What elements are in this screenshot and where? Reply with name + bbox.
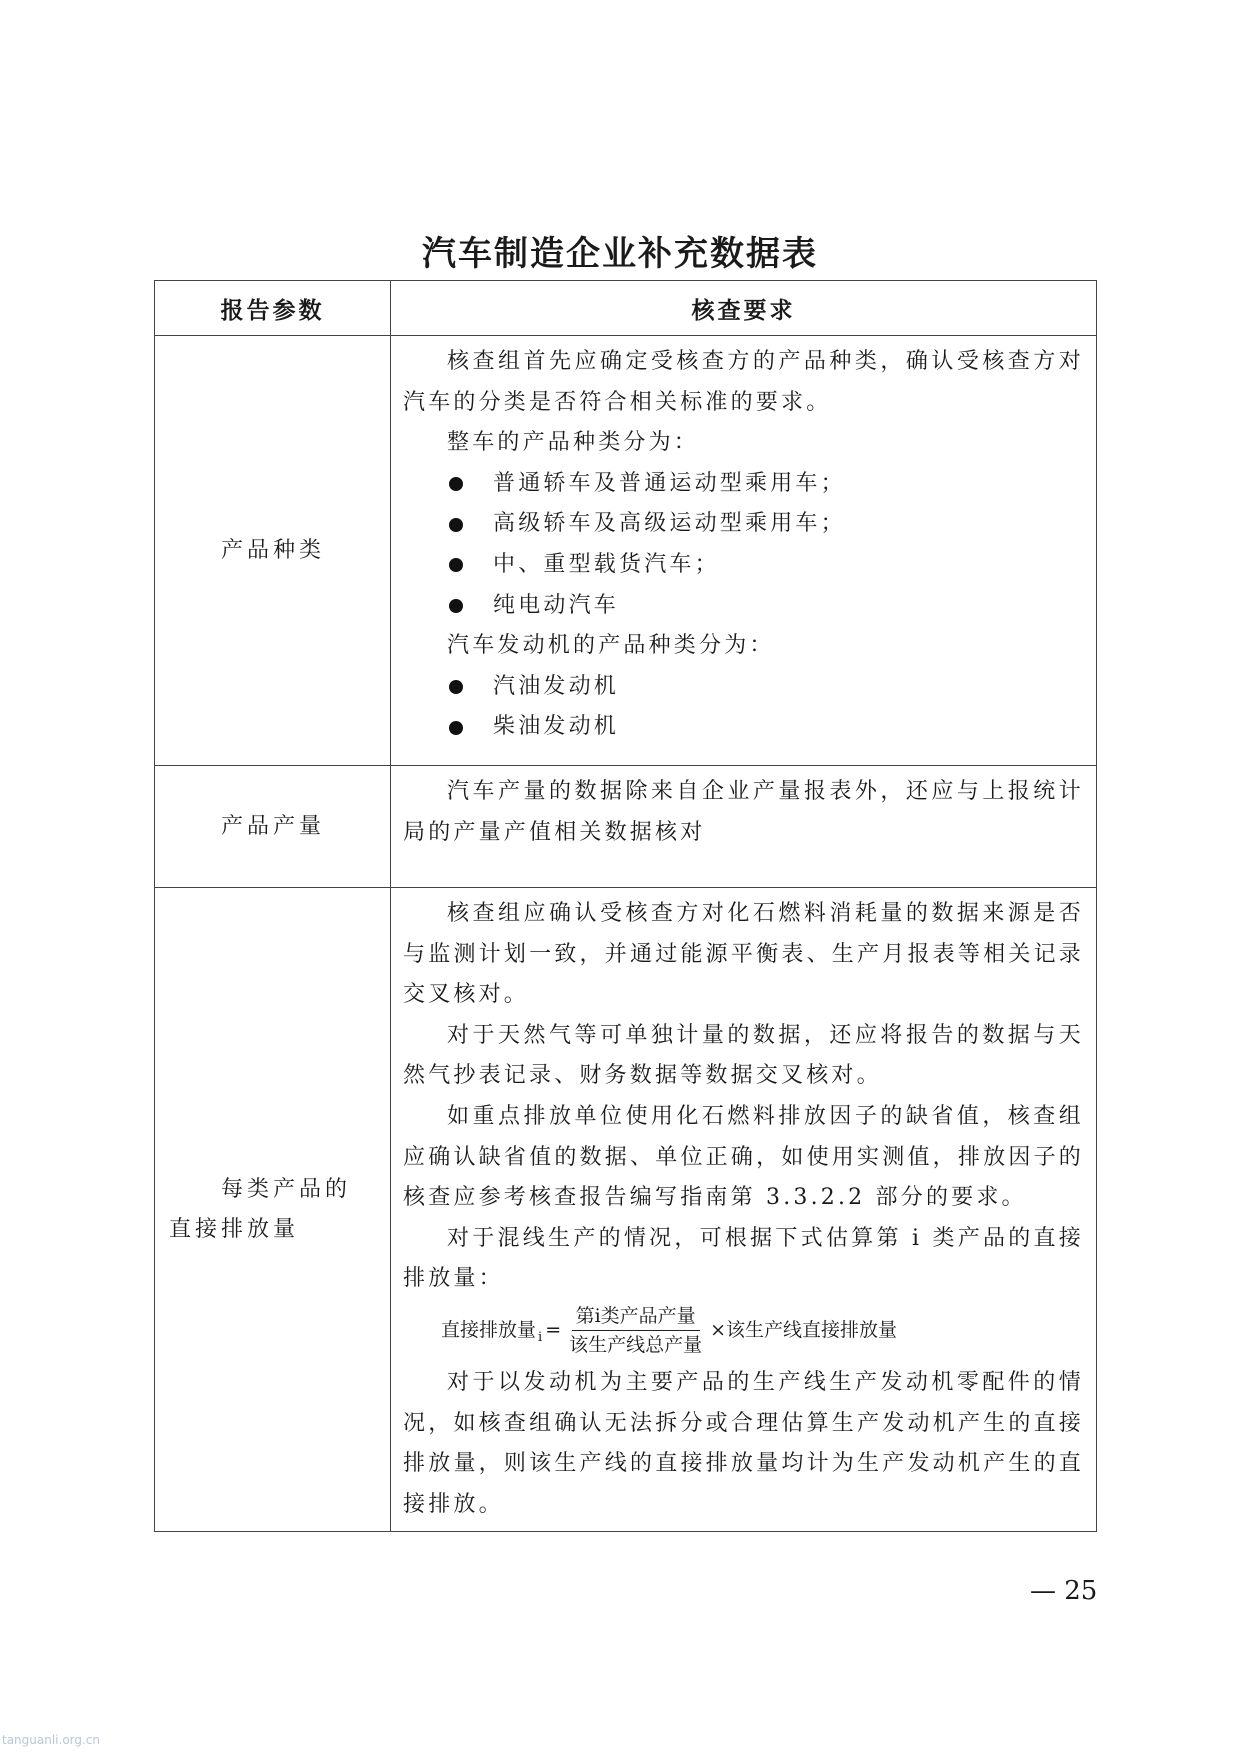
page-title: 汽车制造企业补充数据表 — [422, 234, 818, 274]
list-item: 纯电动汽车 — [403, 586, 1084, 627]
formula-subscript: i — [538, 1330, 543, 1346]
bullet-dot-icon — [449, 558, 463, 572]
param-cell — [155, 888, 391, 1532]
param-product-output: 产品产量 — [221, 813, 326, 839]
formula-fraction — [565, 1304, 706, 1357]
emission-formula — [441, 1304, 1084, 1357]
paragraph: 对于天然气等可单独计量的数据，还应将报告的数据与天然气抄表记录、财务数据等数据交叉核对。 — [403, 1022, 1084, 1089]
bullet-dot-icon — [449, 721, 463, 735]
param-cell — [155, 766, 391, 888]
table-row — [155, 888, 1097, 1532]
paragraph: 汽车产量的数据除来自企业产量报表外，还应与上报统计局的产量产值相关数据核对 — [403, 779, 1084, 845]
formula-rhs: ×该生产线直接排放量 — [710, 1319, 898, 1342]
bullet-dot-icon — [449, 680, 463, 694]
header-verification-requirement: 核查要求 — [391, 281, 1097, 336]
bullet-dot-icon — [449, 477, 463, 491]
param-product-category: 产品种类 — [221, 537, 326, 563]
bullet-dot-icon — [449, 518, 463, 532]
param-cell — [155, 336, 391, 766]
paragraph: 整车的产品种类分为： — [447, 430, 700, 456]
formula-equals: = — [545, 1319, 562, 1342]
table-header-row — [155, 281, 1097, 336]
paragraph: 如重点排放单位使用化石燃料排放因子的缺省值，核查组应确认缺省值的数据、单位正确，如使用实测值，排放因子的核查应参考核查报告编写指南第 3.3.2.2 部分的要求。 — [403, 1103, 1084, 1211]
paragraph: 核查组应确认受核查方对化石燃料消耗量的数据来源是否与监测计划一致，并通过能源平衡表、生产月报表等相关记录交叉核对。 — [403, 901, 1084, 1008]
paragraph: 核查组首先应确定受核查方的产品种类，确认受核查方对汽车的分类是否符合相关标准的要求。 — [403, 349, 1084, 415]
list-item: 高级轿车及高级运动型乘用车； — [403, 504, 1084, 545]
bullet-dot-icon — [449, 599, 463, 613]
watermark: tanguanli.org.cn — [2, 1733, 101, 1747]
paragraph: 对于以发动机为主要产品的生产线生产发动机零配件的情况，如核查组确认无法拆分或合理估算生产发动机产生的直接排放量，则该生产线的直接排放量均计为生产发动机产生的直接排放。 — [403, 1369, 1084, 1517]
param-direct-emissions: 每类产品的直接排放量 — [169, 1176, 352, 1242]
list-item: 柴油发动机 — [403, 707, 1084, 748]
requirement-cell — [391, 888, 1097, 1532]
table-row — [155, 766, 1097, 888]
paragraph: 对于混线生产的情况，可根据下式估算第 i 类产品的直接排放量： — [403, 1225, 1084, 1292]
requirement-cell — [391, 766, 1097, 888]
header-report-parameter: 报告参数 — [155, 281, 391, 336]
formula-denominator: 该生产线总产量 — [569, 1333, 703, 1356]
list-item: 中、重型载货汽车； — [403, 545, 1084, 586]
formula-lhs: 直接排放量 — [441, 1319, 537, 1342]
table-row — [155, 336, 1097, 766]
list-item: 汽油发动机 — [403, 667, 1084, 708]
formula-numerator: 第i类产品产量 — [572, 1304, 700, 1331]
page-number: — 25 — [1030, 1576, 1098, 1606]
requirement-cell — [391, 336, 1097, 766]
list-item: 普通轿车及普通运动型乘用车； — [403, 464, 1084, 505]
supplementary-data-table — [154, 280, 1097, 1532]
paragraph: 汽车发动机的产品种类分为： — [447, 633, 775, 659]
